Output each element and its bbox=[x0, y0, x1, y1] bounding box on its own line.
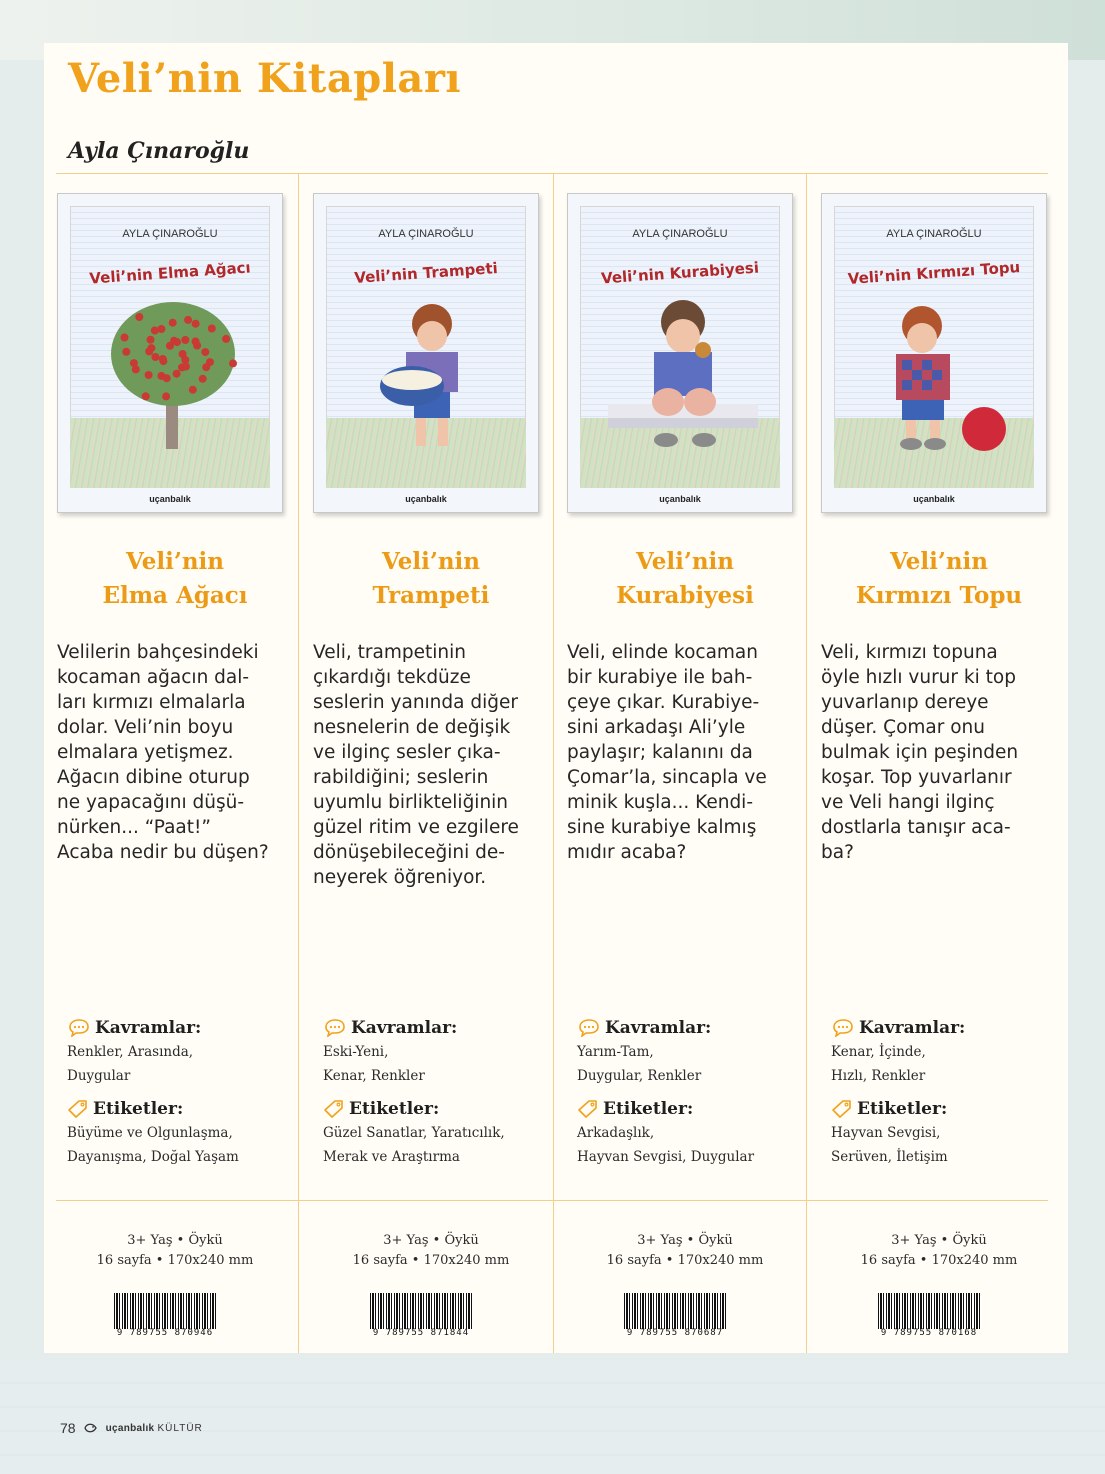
footer-brand-suffix: KÜLTÜR bbox=[157, 1422, 203, 1434]
speech-bubble-icon bbox=[577, 1019, 601, 1037]
book-card-trampet bbox=[313, 173, 567, 1353]
book-card-top bbox=[821, 173, 1075, 1353]
speech-bubble-icon bbox=[67, 1019, 91, 1037]
book-title-line: Veli’nin bbox=[381, 548, 481, 575]
concepts-section bbox=[831, 1018, 1061, 1088]
barcode-bars bbox=[370, 1293, 472, 1329]
book-title bbox=[313, 545, 549, 613]
age-genre: 3+ Yaş • Öykü bbox=[127, 1233, 223, 1248]
concepts-section bbox=[67, 1018, 297, 1088]
book-cover[interactable] bbox=[821, 193, 1047, 513]
book-cover[interactable] bbox=[567, 193, 793, 513]
cover-title: Veli’nin Trampeti bbox=[353, 259, 499, 287]
tags-label: Etiketler: bbox=[93, 1099, 184, 1119]
concepts-list: Yarım-Tam, Duygular, Renkler bbox=[577, 1044, 702, 1084]
concepts-label: Kavramlar: bbox=[95, 1018, 202, 1038]
tag-icon bbox=[831, 1099, 853, 1119]
book-description: Veli, trampetinin çıkardığı tekdüze seslerin yanında diğer nesnelerin de değişik ve ilginç sesler çıka- rabildiğini; seslerin uyumlu birlikteliğinin güzel ritim ve ezgilere dönüşebileceğini de- neyerek öğreniyor. bbox=[313, 642, 519, 888]
book-cover[interactable] bbox=[57, 193, 283, 513]
cover-title: Veli’nin Elma Ağacı bbox=[88, 258, 252, 288]
pages-size: 16 sayfa • 170x240 mm bbox=[96, 1253, 254, 1268]
author-name: Ayla Çınaroğlu bbox=[68, 138, 250, 164]
book-specs bbox=[313, 1231, 549, 1271]
cover-illustration bbox=[98, 294, 248, 464]
cover-author: AYLA ÇINAROĞLU bbox=[122, 228, 218, 240]
pages-size: 16 sayfa • 170x240 mm bbox=[860, 1253, 1018, 1268]
book-title-line: Veli’nin bbox=[125, 548, 225, 575]
book-title-line: Kırmızı Topu bbox=[855, 582, 1023, 609]
book-specs bbox=[567, 1231, 803, 1271]
book-title-line: Veli’nin bbox=[889, 548, 989, 575]
concepts-label: Kavramlar: bbox=[605, 1018, 712, 1038]
tag-icon bbox=[323, 1099, 345, 1119]
book-description: Veli, kırmızı topuna öyle hızlı vurur ki top yuvarlanıp dereye düşer. Çomar onu bulmak için peşinden koşar. Top yuvarlanır ve Veli hangi ilginç dostlarla tanışır aca- ba? bbox=[821, 642, 1019, 863]
book-description: Veli, elinde kocaman bir kurabiye ile bah- çeye çıkar. Kurabiye- sini arkadaşı Ali’yle paylaşır; kalanını da Çomar’la, sincapla ve minik kuşla... Kendi- sine kurabiye kalmış mıdır acaba? bbox=[567, 642, 767, 863]
isbn-number: 9 789755 870168 bbox=[880, 1328, 978, 1338]
page-footer bbox=[60, 1420, 203, 1436]
cover-author: AYLA ÇINAROĞLU bbox=[632, 228, 728, 240]
book-title bbox=[821, 545, 1057, 613]
page-number: 78 bbox=[60, 1420, 76, 1436]
tags-list: Arkadaşlık, Hayvan Sevgisi, Duygular bbox=[577, 1125, 755, 1165]
page-title: Veli’nin Kitapları bbox=[68, 55, 462, 102]
footer-brand bbox=[106, 1423, 203, 1434]
tags-section bbox=[577, 1099, 807, 1169]
isbn-number: 9 789755 870946 bbox=[116, 1328, 214, 1338]
book-title-line: Veli’nin bbox=[635, 548, 735, 575]
tags-list: Hayvan Sevgisi, Serüven, İletişim bbox=[831, 1125, 948, 1165]
book-title-line: Elma Ağacı bbox=[102, 582, 248, 609]
isbn-number: 9 789755 870687 bbox=[626, 1328, 724, 1338]
concepts-list: Kenar, İçinde, Hızlı, Renkler bbox=[831, 1044, 926, 1084]
cover-title: Veli’nin Kurabiyesi bbox=[600, 258, 760, 288]
cover-illustration bbox=[354, 294, 504, 464]
book-specs bbox=[821, 1231, 1057, 1271]
age-genre: 3+ Yaş • Öykü bbox=[383, 1233, 479, 1248]
book-title bbox=[567, 545, 803, 613]
barcode-bars bbox=[114, 1293, 216, 1329]
cover-publisher: uçanbalık bbox=[659, 494, 701, 504]
footer-brand-name: uçanbalık bbox=[105, 1422, 155, 1434]
wood-background bbox=[0, 1360, 1105, 1474]
cover-illustration bbox=[862, 294, 1012, 464]
concepts-label: Kavramlar: bbox=[859, 1018, 966, 1038]
tags-list: Büyüme ve Olgunlaşma, Dayanışma, Doğal Yaşam bbox=[67, 1125, 239, 1165]
book-specs bbox=[57, 1231, 293, 1271]
barcode bbox=[368, 1293, 474, 1339]
concepts-section bbox=[323, 1018, 553, 1088]
tag-icon bbox=[67, 1099, 89, 1119]
book-cover[interactable] bbox=[313, 193, 539, 513]
concepts-list: Renkler, Arasında, Duygular bbox=[67, 1044, 194, 1084]
concepts-label: Kavramlar: bbox=[351, 1018, 458, 1038]
book-title-line: Trampeti bbox=[372, 582, 490, 609]
tags-section bbox=[831, 1099, 1061, 1169]
tags-label: Etiketler: bbox=[603, 1099, 694, 1119]
concepts-list: Eski-Yeni, Kenar, Renkler bbox=[323, 1044, 425, 1084]
cover-author: AYLA ÇINAROĞLU bbox=[378, 228, 474, 240]
isbn-number: 9 789755 871844 bbox=[372, 1328, 470, 1338]
barcode bbox=[622, 1293, 728, 1339]
cover-publisher: uçanbalık bbox=[149, 494, 191, 504]
cover-publisher: uçanbalık bbox=[405, 494, 447, 504]
age-genre: 3+ Yaş • Öykü bbox=[891, 1233, 987, 1248]
cover-author: AYLA ÇINAROĞLU bbox=[886, 228, 982, 240]
tags-label: Etiketler: bbox=[349, 1099, 440, 1119]
cover-publisher: uçanbalık bbox=[913, 494, 955, 504]
speech-bubble-icon bbox=[323, 1019, 347, 1037]
tags-section bbox=[67, 1099, 297, 1169]
barcode-bars bbox=[624, 1293, 726, 1329]
book-description: Velilerin bahçesindeki kocaman ağacın dal- ları kırmızı elmalarla dolar. Veli’nin boyu elmalara yetişmez. Ağacın dibine oturup ne yapacağını düşü- nürken... “Paat!” Acaba nedir bu düşen? bbox=[57, 642, 269, 863]
barcode bbox=[876, 1293, 982, 1339]
barcode bbox=[112, 1293, 218, 1339]
barcode-bars bbox=[878, 1293, 980, 1329]
age-genre: 3+ Yaş • Öykü bbox=[637, 1233, 733, 1248]
pages-size: 16 sayfa • 170x240 mm bbox=[352, 1253, 510, 1268]
book-title-line: Kurabiyesi bbox=[616, 582, 754, 609]
book-card-elma bbox=[57, 173, 311, 1353]
tag-icon bbox=[577, 1099, 599, 1119]
pages-size: 16 sayfa • 170x240 mm bbox=[606, 1253, 764, 1268]
fish-logo-icon bbox=[84, 1421, 98, 1435]
tags-list: Güzel Sanatlar, Yaratıcılık, Merak ve Araştırma bbox=[323, 1125, 505, 1165]
concepts-section bbox=[577, 1018, 807, 1088]
tags-label: Etiketler: bbox=[857, 1099, 948, 1119]
cover-illustration bbox=[608, 294, 758, 464]
book-title bbox=[57, 545, 293, 613]
tags-section bbox=[323, 1099, 553, 1169]
cover-title: Veli’nin Kırmızı Topu bbox=[847, 257, 1021, 289]
speech-bubble-icon bbox=[831, 1019, 855, 1037]
book-card-kurabiye bbox=[567, 173, 821, 1353]
